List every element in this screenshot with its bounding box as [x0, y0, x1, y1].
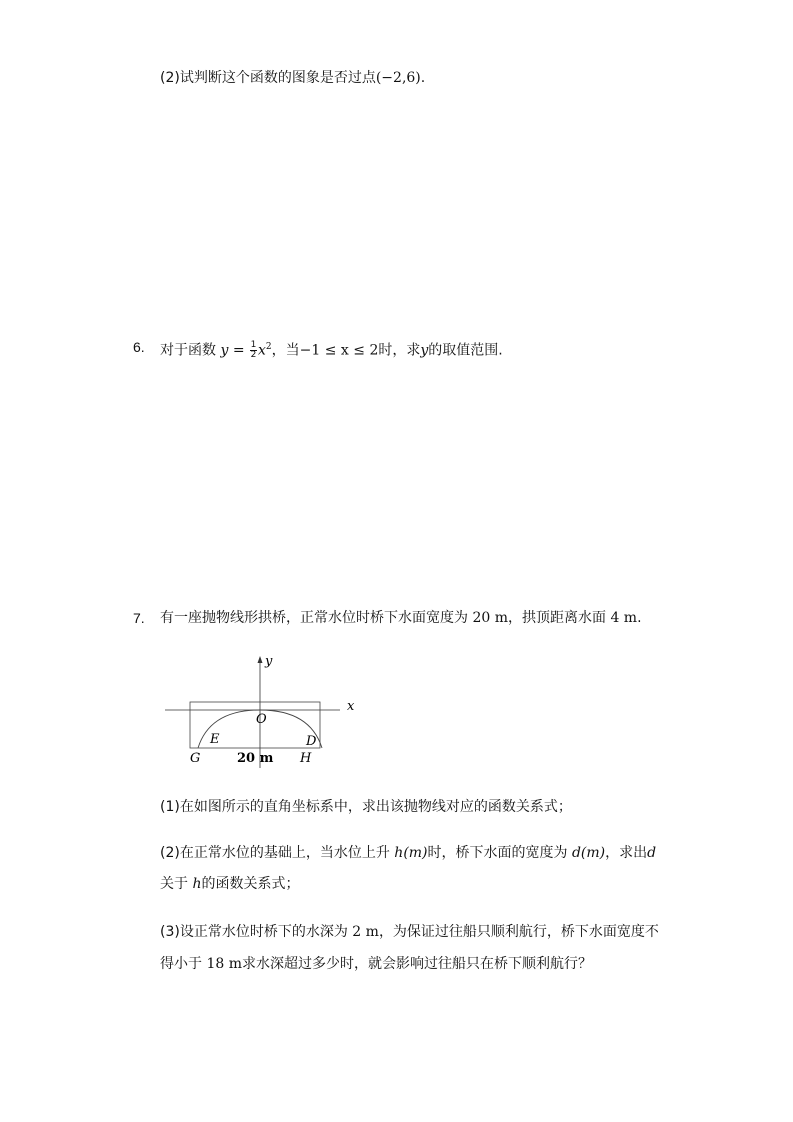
q7-part2-text-b: 时，桥下水面的宽度为 [427, 845, 568, 861]
point-g-label: G [190, 751, 201, 766]
q7-part3-min: 18 m [206, 956, 242, 972]
q6-text-2: ，当 [271, 342, 300, 359]
q7-part2-line2 [160, 874, 299, 894]
bridge-figure [160, 650, 360, 775]
q7-part3-line2-b: 求水深超过多少时，就会影响过往船只在桥下顺利航行？ [242, 956, 592, 972]
x-label: x [347, 699, 355, 714]
q6-exponent: 2 [265, 342, 272, 352]
q7-part2-hvar: h [192, 876, 202, 892]
q7-part2-dvar: d [647, 845, 657, 861]
q6-var-y2: y [420, 342, 429, 359]
q7-text-3: . [637, 610, 642, 626]
q7-part2-text-a: (2)在正常水位的基础上，当水位上升 [160, 845, 390, 861]
q7-part2-line2-a: 关于 [160, 876, 188, 892]
q6-number: 6. [133, 339, 145, 355]
q7-text-2: ，拱顶距离水面 [508, 610, 606, 626]
q6-frac-den: 2 [250, 350, 257, 361]
y-axis-arrow [258, 656, 263, 663]
q7-part3-line1 [160, 922, 659, 942]
q5-part2-point: (−2,6) [375, 70, 421, 86]
q5-part2-suffix: . [420, 70, 426, 86]
q6-var-x: x [258, 342, 266, 359]
q6-range: −1 ≤ x ≤ 2 [299, 342, 379, 359]
y-label: y [265, 654, 273, 669]
q6-text-1: 对于函数 [160, 342, 216, 359]
q7-part2-h: h(m) [394, 845, 428, 861]
q7-part2-line2-b: 的函数关系式； [201, 876, 300, 892]
point-e-label: E [210, 732, 220, 747]
q7-part3-depth: 2 m [352, 924, 379, 940]
q7-part3-line2 [160, 954, 592, 974]
q7-part2-line1 [160, 843, 656, 863]
q6-frac-num: 1 [250, 340, 257, 351]
q7-line [160, 608, 642, 628]
q7-part3-text-b: ，为保证过往船只顺利航行，桥下水面宽度不 [378, 924, 659, 940]
point-h-label: H [300, 751, 312, 766]
q7-height: 4 m [610, 610, 638, 626]
q7-text-1: 有一座抛物线形拱桥，正常水位时桥下水面宽度为 [160, 610, 468, 626]
point-d-label: D [306, 734, 317, 749]
q7-part3-line2-a: 得小于 [160, 956, 202, 972]
q6-var-y: y [220, 342, 229, 359]
q5-part2-line [160, 68, 425, 88]
q7-part2-d: d(m) [571, 845, 606, 861]
q6-text-3: 时，求 [378, 342, 421, 359]
origin-label: O [256, 712, 267, 727]
width-label: 20 m [237, 751, 274, 766]
q6-line [160, 337, 503, 361]
q6-text-4: 的取值范围. [428, 342, 503, 359]
q7-number: 7. [133, 610, 145, 626]
q7-part1: (1)在如图所示的直角坐标系中，求出该抛物线对应的函数关系式； [160, 799, 572, 815]
q5-part2-prefix: (2)试判断这个函数的图象是否过点 [160, 70, 376, 86]
q6-fraction [250, 341, 257, 360]
q7-width: 20 m [472, 610, 508, 626]
q7-part3-text-a: (3)设正常水位时桥下的水深为 [160, 924, 348, 940]
q6-equals: = [228, 342, 250, 359]
q7-part2-text-c: ，求出 [605, 845, 648, 861]
